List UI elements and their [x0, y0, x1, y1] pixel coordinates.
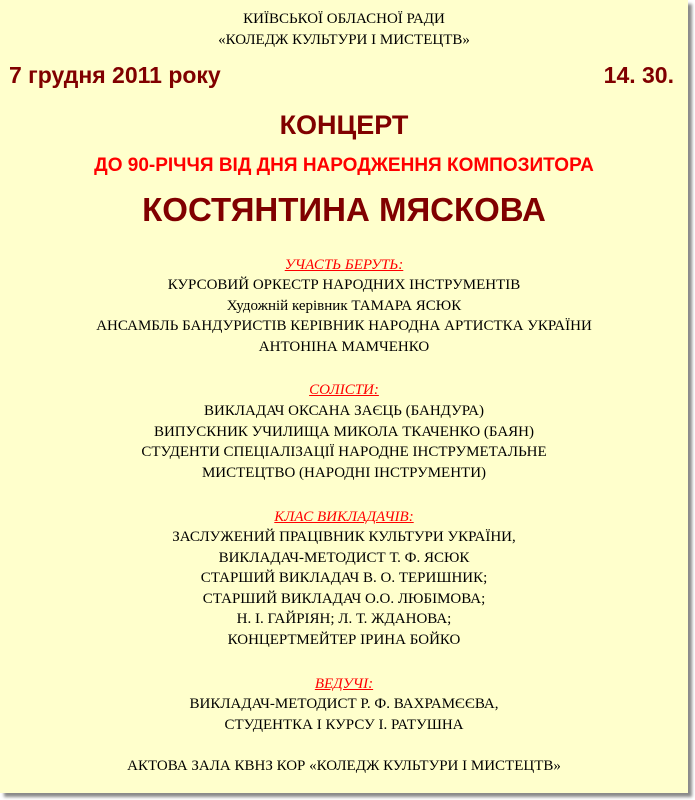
hosts-heading: ВЕДУЧІ: [314, 676, 374, 692]
hosts-line: ВИКЛАДАЧ-МЕТОДИСТ Р. Ф. ВАХРАМЄЄВА, [189, 696, 499, 712]
teachers-line: Н. І. ГАЙРІЯН; Л. Т. ЖДАНОВА; [236, 611, 452, 627]
participants-line: АНСАМБЛЬ БАНДУРИСТІВ КЕРІВНИК НАРОДНА АРТИСТКА УКРАЇНИ [96, 318, 592, 334]
teachers-list [0, 527, 688, 650]
teachers-line: СТАРШИЙ ВИКЛАДАЧ В. О. ТЕРИШНИК; [200, 570, 488, 586]
venue: АКТОВА ЗАЛА КВНЗ КОР «КОЛЕДЖ КУЛЬТУРИ І МИСТЕЦТВ» [127, 758, 561, 774]
teachers-line: ВИКЛАДАЧ-МЕТОДИСТ Т. Ф. ЯСЮК [218, 549, 470, 566]
teachers-line: КОНЦЕРТМЕЙТЕР ІРИНА БОЙКО [227, 631, 461, 648]
teachers-line: СТАРШИЙ ВИКЛАДАЧ О.О. ЛЮБІМОВА; [202, 590, 486, 607]
composer-name: КОСТЯНТИНА МЯСКОВА [142, 191, 546, 228]
participants-list [0, 275, 688, 357]
soloists-list [0, 401, 688, 483]
soloists-heading: СОЛІСТИ: [309, 382, 379, 398]
header-council: КИЇВСЬКОЇ ОБЛАСНОЇ РАДИ [243, 11, 445, 27]
date-time-row [0, 60, 688, 90]
soloists-line: СТУДЕНТИ СПЕЦІАЛІЗАЦІЇ НАРОДНЕ ІНСТРУМЕТАЛЬНЕ [141, 444, 547, 460]
teachers-line: ЗАСЛУЖЕНИЙ ПРАЦІВНИК КУЛЬТУРИ УКРАЇНИ, [172, 529, 516, 545]
teachers-heading: КЛАС ВИКЛАДАЧІВ: [274, 509, 414, 525]
hosts-list [0, 694, 688, 735]
participants-line: КУРСОВИЙ ОРКЕСТР НАРОДНИХ ІНСТРУМЕНТІВ [167, 277, 521, 293]
hosts-line: СТУДЕНТКА І КУРСУ І. РАТУШНА [224, 716, 464, 733]
participants-heading: УЧАСТЬ БЕРУТЬ: [284, 257, 404, 273]
participants-line: АНТОНІНА МАМЧЕНКО [258, 338, 430, 355]
concert-title: КОНЦЕРТ [279, 110, 409, 140]
event-time: 14. 30. [603, 62, 674, 88]
anniversary-subtitle: ДО 90-РІЧЧЯ ВІД ДНЯ НАРОДЖЕННЯ КОМПОЗИТОРА [94, 155, 594, 176]
participants-line: Художній керівник ТАМАРА ЯСЮК [226, 297, 462, 314]
soloists-line: ВИПУСКНИК УЧИЛИЩА МИКОЛА ТКАЧЕНКО (БАЯН) [153, 423, 535, 440]
soloists-line: МИСТЕЦТВО (НАРОДНІ ІНСТРУМЕНТИ) [201, 464, 487, 481]
event-date: 7 грудня 2011 року [9, 62, 221, 88]
soloists-line: ВИКЛАДАЧ ОКСАНА ЗАЄЦЬ (БАНДУРА) [204, 403, 484, 419]
header-college: «КОЛЕДЖ КУЛЬТУРИ І МИСТЕЦТВ» [218, 32, 470, 48]
